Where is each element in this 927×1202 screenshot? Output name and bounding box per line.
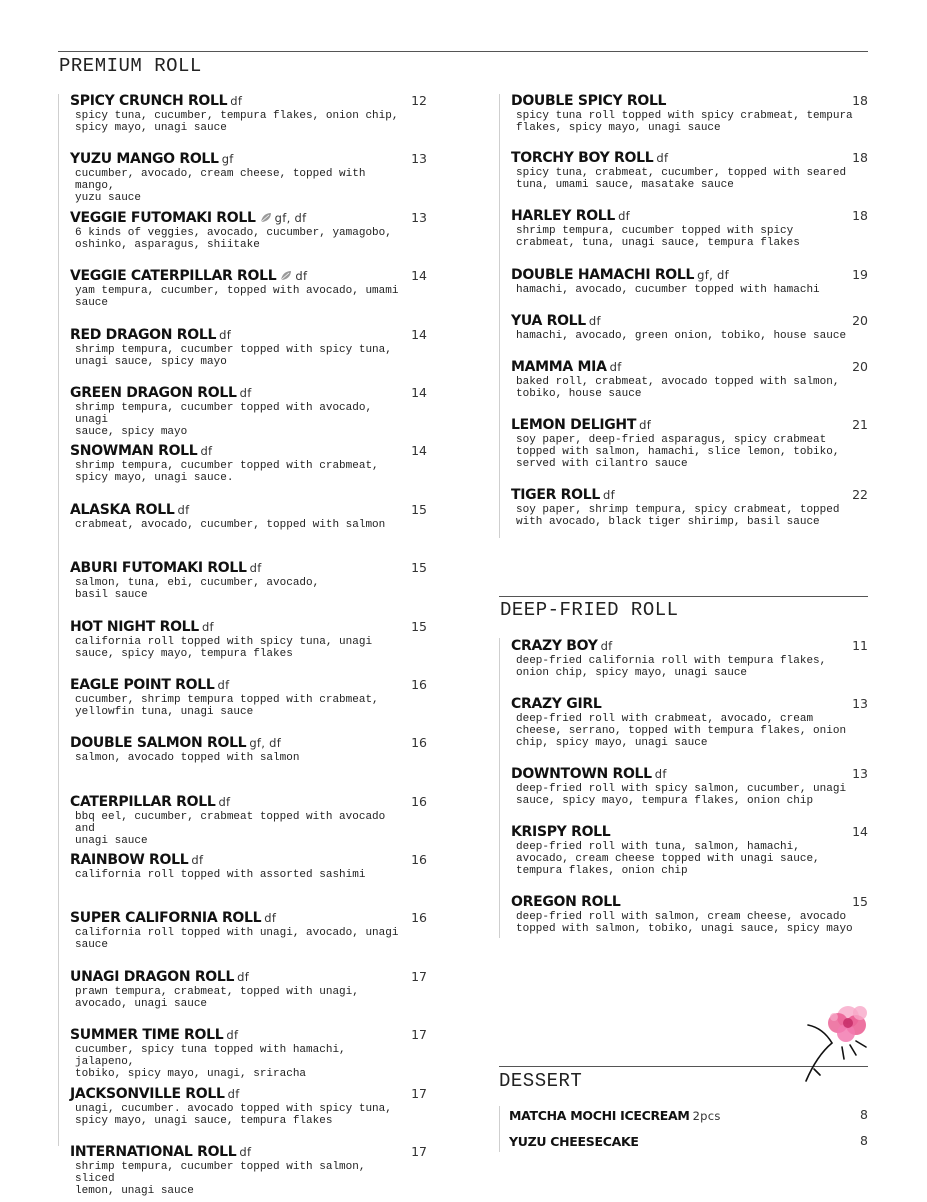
item-price: 13	[852, 766, 868, 781]
item-description: cucumber, spicy tuna topped with hamachi, jalapeno, tobiko, spicy mayo, unagi, sriracha	[75, 1044, 346, 1081]
item-title-line	[70, 677, 427, 694]
item-description: bbq eel, cucumber, crabmeat topped with avocado and unagi sauce	[75, 810, 386, 847]
item-description: deep-fried roll with tuna, salmon, hamachi, avocado, cream cheese topped with unagi sauce, tempura flakes, onion chip	[516, 841, 820, 877]
item-title-line	[509, 1133, 868, 1150]
item-price: 20	[852, 359, 868, 374]
menu-item	[70, 502, 427, 560]
item-price: 16	[411, 735, 427, 751]
menu-item	[70, 327, 427, 385]
diet-tag: df	[639, 418, 652, 432]
item-title-line	[70, 1144, 427, 1161]
item-price: 18	[852, 208, 868, 223]
item-name: OREGON ROLL	[511, 894, 621, 910]
diet-tag: df	[201, 619, 214, 634]
item-price: 16	[411, 910, 427, 926]
diet-tag: df	[226, 1028, 239, 1043]
diet-tag: df	[217, 677, 230, 692]
menu-item	[70, 93, 427, 151]
diet-tag: gf, df	[249, 736, 282, 751]
menu-item	[70, 677, 427, 735]
item-price: 17	[411, 1085, 427, 1101]
diet-tag: df	[654, 767, 667, 781]
item-price: 11	[852, 638, 868, 653]
menu-item	[70, 1086, 427, 1144]
menu-item	[511, 696, 868, 766]
item-description: california roll topped with spicy tuna, unagi sauce, spicy mayo, tempura flakes	[75, 635, 373, 660]
leaf-icon	[260, 212, 272, 223]
item-price: 17	[411, 1144, 427, 1160]
item-name: KRISPY ROLL	[511, 824, 611, 840]
item-description: hamachi, avocado, green onion, tobiko, house sauce	[516, 330, 847, 342]
item-description: prawn tempura, crabmeat, topped with unagi, avocado, unagi sauce	[75, 985, 359, 1010]
item-title-line	[70, 1027, 427, 1044]
item-name: CRAZY BOY	[511, 638, 598, 654]
menu-item	[511, 93, 868, 150]
item-name: JACKSONVILLE ROLL	[70, 1085, 225, 1102]
item-price: 13	[411, 151, 427, 167]
item-title-line	[70, 852, 427, 869]
dessert-list	[509, 1107, 868, 1159]
item-name: EAGLE POINT ROLL	[70, 676, 215, 693]
item-price: 16	[411, 852, 427, 868]
item-title-line	[509, 1107, 868, 1125]
item-title-line	[70, 385, 427, 402]
menu-item	[511, 638, 868, 696]
item-price: 14	[852, 824, 868, 839]
diet-tag: df	[618, 209, 631, 223]
diet-tag: df	[249, 561, 262, 576]
left-column-rule	[58, 94, 59, 1146]
menu-item	[70, 210, 427, 268]
menu-item	[511, 359, 868, 417]
diet-tag: df	[600, 639, 613, 653]
item-description: shrimp tempura, cucumber topped with avocado, unagi sauce, spicy mayo	[75, 401, 373, 438]
item-name: LEMON DELIGHT	[511, 417, 637, 433]
item-name: CATERPILLAR ROLL	[70, 793, 216, 810]
item-description: soy paper, deep-fried asparagus, spicy crabmeat topped with salmon, hamachi, slice lemon, tobiko, served with cilantro sauce	[516, 434, 840, 470]
diet-tag: df	[200, 444, 213, 459]
item-name: MAMMA MIA	[511, 359, 607, 375]
item-title-line	[70, 151, 427, 168]
item-name: UNAGI DRAGON ROLL	[70, 968, 235, 985]
diet-tag: df	[656, 151, 669, 165]
item-name: HOT NIGHT ROLL	[70, 618, 199, 635]
item-description: salmon, avocado topped with salmon	[75, 752, 300, 765]
item-description: deep-fried roll with salmon, cream cheese, avocado topped with salmon, tobiko, unagi sauce, spicy mayo	[516, 911, 853, 935]
item-price: 13	[852, 696, 868, 711]
item-name: DOUBLE HAMACHI ROLL	[511, 267, 695, 283]
menu-item	[511, 267, 868, 313]
item-description: deep-fried roll with spicy salmon, cucumber, unagi sauce, spicy mayo, tempura flakes, onion chip	[516, 783, 847, 807]
item-description: deep-fried california roll with tempura flakes, onion chip, spicy mayo, unagi sauce	[516, 655, 827, 679]
item-price: 8	[860, 1107, 868, 1122]
diet-tag: df	[603, 488, 615, 502]
item-title-line	[70, 794, 427, 811]
item-title-line	[511, 208, 868, 225]
deep-fried-column	[511, 638, 868, 954]
item-description: unagi, cucumber. avocado topped with spicy tuna, spicy mayo, unagi sauce, tempura flakes	[75, 1102, 392, 1127]
item-name: SNOWMAN ROLL	[70, 443, 198, 460]
item-price: 15	[411, 560, 427, 576]
item-title-line	[70, 327, 427, 344]
item-description: salmon, tuna, ebi, cucumber, avocado, basil sauce	[75, 577, 320, 602]
blossom-petals	[828, 1006, 867, 1042]
menu-item	[70, 619, 427, 677]
item-price: 15	[411, 618, 427, 634]
menu-item	[70, 560, 427, 618]
diet-tag: 2pcs	[692, 1109, 721, 1123]
item-name: RED DRAGON ROLL	[70, 326, 217, 343]
item-title-line	[70, 560, 427, 577]
item-description: hamachi, avocado, cucumber topped with hamachi	[516, 284, 820, 296]
item-title-line	[511, 150, 868, 167]
item-price: 14	[411, 384, 427, 400]
menu-item	[70, 443, 427, 501]
diet-tag: df	[264, 911, 277, 926]
item-price: 18	[852, 93, 868, 108]
deep-fried-rule	[499, 596, 868, 597]
menu-item	[70, 910, 427, 968]
leaf-icon	[280, 270, 292, 281]
item-title-line	[70, 969, 427, 986]
item-price: 19	[852, 267, 868, 282]
item-price: 15	[411, 501, 427, 517]
item-title-line	[70, 910, 427, 927]
right-column-rule	[499, 94, 500, 538]
item-title-line	[511, 766, 868, 783]
diet-tag: df	[239, 385, 252, 400]
item-name: ABURI FUTOMAKI ROLL	[70, 560, 247, 577]
item-name: SUPER CALIFORNIA ROLL	[70, 910, 262, 927]
menu-item	[511, 313, 868, 359]
item-name: GREEN DRAGON ROLL	[70, 384, 237, 401]
diet-tag: df	[218, 794, 231, 809]
deep-fried-roll-title: DEEP-FRIED ROLL	[500, 599, 679, 621]
item-title-line	[70, 210, 427, 227]
item-description: yam tempura, cucumber, topped with avocado, umami sauce	[75, 285, 399, 310]
item-description: california roll topped with assorted sashimi	[75, 869, 366, 882]
item-title-line	[70, 268, 427, 285]
item-name: ALASKA ROLL	[70, 501, 175, 518]
dessert-title: DESSERT	[499, 1070, 583, 1092]
item-title-line	[511, 93, 868, 110]
deep-fried-list	[511, 638, 868, 954]
diet-tag: df	[230, 94, 243, 108]
item-price: 20	[852, 313, 868, 328]
premium-roll-title: PREMIUM ROLL	[59, 55, 202, 77]
item-name: INTERNATIONAL ROLL	[70, 1144, 237, 1161]
item-description: crabmeat, avocado, cucumber, topped with salmon	[75, 518, 386, 531]
item-description: spicy tuna, cucumber, tempura flakes, onion chip, spicy mayo, unagi sauce	[75, 110, 399, 134]
item-name: DOUBLE SPICY ROLL	[511, 93, 667, 109]
dessert-column	[509, 1107, 868, 1159]
item-title-line	[511, 824, 868, 841]
item-name: HARLEY ROLL	[511, 208, 616, 224]
menu-item	[70, 151, 427, 209]
item-title-line	[511, 359, 868, 376]
item-price: 14	[411, 443, 427, 459]
menu-item	[70, 969, 427, 1027]
item-name: RAINBOW ROLL	[70, 852, 189, 869]
item-description: shrimp tempura, cucumber topped with crabmeat, spicy mayo, unagi sauce.	[75, 460, 379, 485]
cherry-blossom-icon	[798, 995, 878, 1085]
item-description: shrimp tempura, cucumber topped with salmon, sliced lemon, unagi sauce	[75, 1161, 366, 1198]
item-name: VEGGIE CATERPILLAR ROLL	[70, 268, 277, 285]
item-name: YUZU CHEESECAKE	[509, 1134, 639, 1149]
item-name: YUA ROLL	[511, 313, 586, 329]
item-price: 8	[860, 1133, 868, 1148]
item-description: spicy tuna, crabmeat, cucumber, topped with seared tuna, umami sauce, masatake sauce	[516, 167, 847, 191]
item-name: CRAZY GIRL	[511, 696, 602, 712]
item-title-line	[511, 417, 868, 434]
item-name: TORCHY BOY ROLL	[511, 150, 654, 166]
menu-item	[509, 1107, 868, 1133]
menu-item	[511, 824, 868, 894]
diet-tag: gf, df	[697, 268, 729, 282]
item-price: 12	[411, 93, 427, 108]
item-description: spicy tuna roll topped with spicy crabmeat, tempura flakes, spicy mayo, unagi sauce	[516, 110, 853, 134]
item-title-line	[511, 894, 868, 911]
diet-tag: df	[191, 853, 204, 868]
diet-tag: df	[219, 327, 232, 342]
item-price: 18	[852, 150, 868, 165]
item-price: 22	[852, 487, 868, 502]
item-price: 17	[411, 1027, 427, 1043]
menu-item	[511, 766, 868, 824]
item-title-line	[70, 443, 427, 460]
menu-item	[511, 150, 868, 208]
item-description: 6 kinds of veggies, avocado, cucumber, yamagobo, oshinko, asparagus, shiitake	[75, 226, 392, 251]
top-rule	[58, 51, 868, 52]
item-description: shrimp tempura, cucumber topped with spicy crabmeat, tuna, unagi sauce, tempura flakes	[516, 225, 800, 249]
menu-item	[511, 487, 868, 547]
item-price: 16	[411, 676, 427, 692]
item-price: 14	[411, 268, 427, 284]
deep-fried-column-rule	[499, 638, 500, 938]
menu-item	[70, 735, 427, 793]
premium-left-column	[70, 93, 427, 1202]
item-title-line	[511, 267, 868, 284]
dessert-column-rule	[499, 1106, 500, 1152]
item-description: cucumber, avocado, cream cheese, topped with mango, yuzu sauce	[75, 168, 366, 205]
item-description: cucumber, shrimp tempura topped with crabmeat, yellowfin tuna, unagi sauce	[75, 693, 379, 718]
menu-item	[511, 417, 868, 487]
item-title-line	[511, 638, 868, 655]
item-price: 13	[411, 209, 427, 225]
item-name: SPICY CRUNCH ROLL	[70, 93, 228, 109]
item-title-line	[70, 93, 427, 110]
menu-item	[70, 1027, 427, 1085]
diet-tag: gf, df	[274, 210, 307, 225]
menu-item	[70, 268, 427, 326]
item-price: 21	[852, 417, 868, 432]
menu-item	[509, 1133, 868, 1159]
item-title-line	[70, 735, 427, 752]
item-name: MATCHA MOCHI ICECREAM	[509, 1108, 690, 1123]
item-title-line	[70, 502, 427, 519]
item-name: SUMMER TIME ROLL	[70, 1027, 224, 1044]
premium-right-column	[511, 93, 868, 547]
menu-item	[511, 208, 868, 267]
diet-tag: df	[609, 360, 622, 374]
item-description: california roll topped with unagi, avocado, unagi sauce	[75, 927, 399, 952]
diet-tag: df	[177, 502, 190, 517]
item-name: DOWNTOWN ROLL	[511, 766, 652, 782]
menu-item	[70, 1144, 427, 1202]
item-title-line	[70, 619, 427, 636]
menu-item	[511, 894, 868, 954]
item-price: 17	[411, 968, 427, 984]
premium-right-list	[511, 93, 868, 547]
diet-tag: df	[588, 314, 601, 328]
premium-left-list	[70, 93, 427, 1202]
diet-tag: df	[237, 969, 250, 984]
item-description: shrimp tempura, cucumber topped with spicy tuna, unagi sauce, spicy mayo	[75, 343, 392, 368]
item-name: DOUBLE SALMON ROLL	[70, 735, 247, 752]
diet-tag: gf	[221, 152, 234, 167]
item-title-line	[511, 487, 868, 504]
diet-tag: df	[295, 269, 308, 284]
item-price: 15	[852, 894, 868, 909]
diet-tag: df	[239, 1145, 252, 1160]
menu-item	[70, 852, 427, 910]
diet-tag: df	[227, 1086, 240, 1101]
menu-item	[70, 794, 427, 852]
item-name: VEGGIE FUTOMAKI ROLL	[70, 209, 256, 226]
item-description: baked roll, crabmeat, avocado topped with salmon, tobiko, house sauce	[516, 376, 840, 400]
item-price: 14	[411, 326, 427, 342]
item-title-line	[511, 313, 868, 330]
item-name: TIGER ROLL	[511, 487, 600, 503]
item-title-line	[70, 1086, 427, 1103]
item-name: YUZU MANGO ROLL	[70, 151, 219, 168]
item-description: deep-fried roll with crabmeat, avocado, cream cheese, serrano, topped with tempura flakes, onion chip, spicy mayo, unagi sauce	[516, 713, 847, 749]
item-price: 16	[411, 793, 427, 809]
item-description: soy paper, shrimp tempura, spicy crabmeat, topped with avocado, black tiger shirimp, basil sauce	[516, 504, 840, 528]
item-title-line	[511, 696, 868, 713]
menu-item	[70, 385, 427, 443]
